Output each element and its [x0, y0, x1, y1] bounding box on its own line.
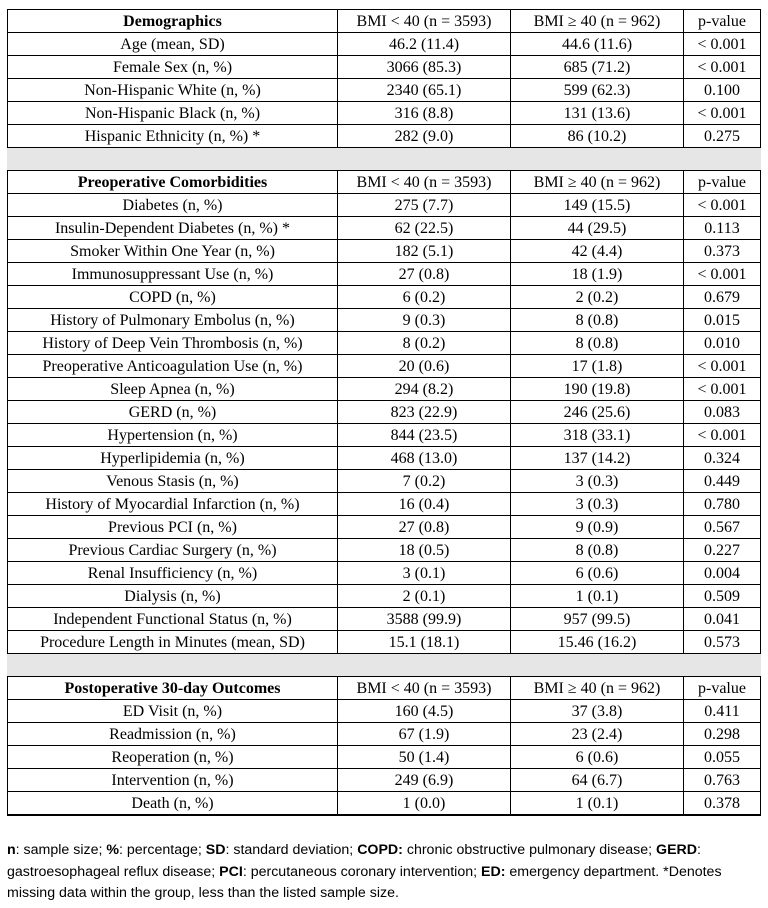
row-label: COPD (n, %)	[8, 286, 338, 309]
table-row	[8, 79, 761, 102]
value-bmi-under-40: 8 (0.2)	[338, 332, 511, 355]
footnote-term: ED:	[481, 863, 506, 880]
footnote-term: PCI	[219, 863, 243, 880]
value-bmi-under-40: 20 (0.6)	[338, 355, 511, 378]
table-row	[8, 240, 761, 263]
value-bmi-40-plus: 2 (0.2)	[511, 286, 684, 309]
row-label: Death (n, %)	[8, 792, 338, 816]
p-value: 0.411	[684, 700, 761, 723]
value-bmi-40-plus: 149 (15.5)	[511, 194, 684, 217]
value-bmi-40-plus: 8 (0.8)	[511, 539, 684, 562]
row-label: Non-Hispanic Black (n, %)	[8, 102, 338, 125]
p-value: 0.449	[684, 470, 761, 493]
data-table	[7, 9, 761, 816]
table-row	[8, 33, 761, 56]
footnote-definition: : sample size;	[15, 842, 107, 858]
p-value: 0.780	[684, 493, 761, 516]
row-label: Venous Stasis (n, %)	[8, 470, 338, 493]
value-bmi-under-40: 160 (4.5)	[338, 700, 511, 723]
p-value: < 0.001	[684, 355, 761, 378]
table-row	[8, 286, 761, 309]
value-bmi-under-40: 9 (0.3)	[338, 309, 511, 332]
footnote-term: n	[7, 842, 16, 858]
table-row	[8, 447, 761, 470]
row-label: Female Sex (n, %)	[8, 56, 338, 79]
value-bmi-40-plus: 37 (3.8)	[511, 700, 684, 723]
section-title: Preoperative Comorbidities	[8, 171, 338, 194]
column-header-p-value: p-value	[684, 677, 761, 700]
value-bmi-40-plus: 64 (6.7)	[511, 769, 684, 792]
value-bmi-under-40: 7 (0.2)	[338, 470, 511, 493]
p-value: 0.004	[684, 562, 761, 585]
row-label: Insulin-Dependent Diabetes (n, %) *	[8, 217, 338, 240]
value-bmi-40-plus: 246 (25.6)	[511, 401, 684, 424]
value-bmi-40-plus: 6 (0.6)	[511, 562, 684, 585]
footnote	[7, 840, 763, 905]
value-bmi-under-40: 275 (7.7)	[338, 194, 511, 217]
separator-cell	[8, 654, 761, 677]
value-bmi-40-plus: 17 (1.8)	[511, 355, 684, 378]
table-row	[8, 56, 761, 79]
table-row	[8, 355, 761, 378]
separator-cell	[8, 148, 761, 171]
table-row	[8, 401, 761, 424]
p-value: 0.015	[684, 309, 761, 332]
p-value: 0.041	[684, 608, 761, 631]
value-bmi-40-plus: 1 (0.1)	[511, 585, 684, 608]
row-label: Previous Cardiac Surgery (n, %)	[8, 539, 338, 562]
value-bmi-under-40: 2340 (65.1)	[338, 79, 511, 102]
value-bmi-under-40: 823 (22.9)	[338, 401, 511, 424]
value-bmi-under-40: 1 (0.0)	[338, 792, 511, 816]
row-label: Smoker Within One Year (n, %)	[8, 240, 338, 263]
table-row	[8, 562, 761, 585]
table-row	[8, 194, 761, 217]
value-bmi-40-plus: 6 (0.6)	[511, 746, 684, 769]
table-row	[8, 631, 761, 654]
row-label: Hypertension (n, %)	[8, 424, 338, 447]
table-row	[8, 723, 761, 746]
p-value: 0.573	[684, 631, 761, 654]
row-label: Procedure Length in Minutes (mean, SD)	[8, 631, 338, 654]
row-label: Sleep Apnea (n, %)	[8, 378, 338, 401]
row-label: Dialysis (n, %)	[8, 585, 338, 608]
value-bmi-40-plus: 15.46 (16.2)	[511, 631, 684, 654]
value-bmi-under-40: 182 (5.1)	[338, 240, 511, 263]
footnote-term: COPD:	[357, 842, 403, 858]
footnote-definition: : percentage;	[118, 842, 206, 858]
section-header-row	[8, 677, 761, 700]
table-row	[8, 608, 761, 631]
value-bmi-40-plus: 957 (99.5)	[511, 608, 684, 631]
value-bmi-40-plus: 318 (33.1)	[511, 424, 684, 447]
row-label: Reoperation (n, %)	[8, 746, 338, 769]
column-header-bmi-40-plus: BMI ≥ 40 (n = 962)	[511, 677, 684, 700]
p-value: 0.113	[684, 217, 761, 240]
value-bmi-under-40: 50 (1.4)	[338, 746, 511, 769]
value-bmi-under-40: 3066 (85.3)	[338, 56, 511, 79]
table-row	[8, 470, 761, 493]
value-bmi-under-40: 16 (0.4)	[338, 493, 511, 516]
p-value: 0.324	[684, 447, 761, 470]
value-bmi-40-plus: 599 (62.3)	[511, 79, 684, 102]
p-value: < 0.001	[684, 378, 761, 401]
row-label: History of Deep Vein Thrombosis (n, %)	[8, 332, 338, 355]
table-row	[8, 125, 761, 148]
value-bmi-under-40: 15.1 (18.1)	[338, 631, 511, 654]
value-bmi-40-plus: 86 (10.2)	[511, 125, 684, 148]
section-title: Demographics	[8, 10, 338, 33]
row-label: Non-Hispanic White (n, %)	[8, 79, 338, 102]
section-separator	[8, 148, 761, 171]
column-header-bmi-under-40: BMI < 40 (n = 3593)	[338, 677, 511, 700]
value-bmi-under-40: 27 (0.8)	[338, 263, 511, 286]
p-value: < 0.001	[684, 194, 761, 217]
value-bmi-40-plus: 42 (4.4)	[511, 240, 684, 263]
table-row	[8, 792, 761, 816]
section-title: Postoperative 30-day Outcomes	[8, 677, 338, 700]
row-label: Intervention (n, %)	[8, 769, 338, 792]
value-bmi-under-40: 468 (13.0)	[338, 447, 511, 470]
p-value: 0.679	[684, 286, 761, 309]
footnote-definition: emergency department. *Denotes missing data within the group, less than the listed sample size.	[7, 863, 722, 901]
footnote-definition: : gastroesophageal reflux disease;	[7, 842, 701, 880]
table-row	[8, 585, 761, 608]
row-label: Diabetes (n, %)	[8, 194, 338, 217]
footnote-term: GERD	[656, 842, 698, 858]
p-value: 0.378	[684, 792, 761, 816]
table-row	[8, 378, 761, 401]
table-row	[8, 516, 761, 539]
table-container	[7, 9, 760, 816]
row-label: Readmission (n, %)	[8, 723, 338, 746]
value-bmi-under-40: 282 (9.0)	[338, 125, 511, 148]
value-bmi-under-40: 62 (22.5)	[338, 217, 511, 240]
row-label: GERD (n, %)	[8, 401, 338, 424]
value-bmi-under-40: 844 (23.5)	[338, 424, 511, 447]
p-value: 0.227	[684, 539, 761, 562]
value-bmi-under-40: 18 (0.5)	[338, 539, 511, 562]
table-row	[8, 700, 761, 723]
p-value: 0.100	[684, 79, 761, 102]
p-value: 0.055	[684, 746, 761, 769]
row-label: Preoperative Anticoagulation Use (n, %)	[8, 355, 338, 378]
value-bmi-under-40: 27 (0.8)	[338, 516, 511, 539]
value-bmi-40-plus: 18 (1.9)	[511, 263, 684, 286]
row-label: Hyperlipidemia (n, %)	[8, 447, 338, 470]
table-row	[8, 424, 761, 447]
value-bmi-40-plus: 190 (19.8)	[511, 378, 684, 401]
table-row	[8, 539, 761, 562]
value-bmi-40-plus: 9 (0.9)	[511, 516, 684, 539]
p-value: 0.275	[684, 125, 761, 148]
p-value: 0.567	[684, 516, 761, 539]
value-bmi-under-40: 3 (0.1)	[338, 562, 511, 585]
column-header-bmi-40-plus: BMI ≥ 40 (n = 962)	[511, 10, 684, 33]
value-bmi-40-plus: 3 (0.3)	[511, 470, 684, 493]
p-value: 0.509	[684, 585, 761, 608]
table-row	[8, 263, 761, 286]
section-header-row	[8, 171, 761, 194]
p-value: 0.763	[684, 769, 761, 792]
column-header-bmi-under-40: BMI < 40 (n = 3593)	[338, 10, 511, 33]
column-header-p-value: p-value	[684, 171, 761, 194]
value-bmi-under-40: 67 (1.9)	[338, 723, 511, 746]
value-bmi-40-plus: 8 (0.8)	[511, 332, 684, 355]
footnote-term: SD	[205, 842, 226, 858]
table-row	[8, 746, 761, 769]
row-label: History of Myocardial Infarction (n, %)	[8, 493, 338, 516]
value-bmi-40-plus: 44 (29.5)	[511, 217, 684, 240]
value-bmi-40-plus: 8 (0.8)	[511, 309, 684, 332]
value-bmi-40-plus: 44.6 (11.6)	[511, 33, 684, 56]
section-header-row	[8, 10, 761, 33]
column-header-p-value: p-value	[684, 10, 761, 33]
p-value: 0.083	[684, 401, 761, 424]
row-label: Age (mean, SD)	[8, 33, 338, 56]
p-value: 0.373	[684, 240, 761, 263]
value-bmi-40-plus: 3 (0.3)	[511, 493, 684, 516]
footnote-definition: chronic obstructive pulmonary disease;	[402, 842, 657, 858]
table-row	[8, 493, 761, 516]
value-bmi-under-40: 6 (0.2)	[338, 286, 511, 309]
value-bmi-under-40: 46.2 (11.4)	[338, 33, 511, 56]
table-row	[8, 769, 761, 792]
row-label: ED Visit (n, %)	[8, 700, 338, 723]
section-separator	[8, 654, 761, 677]
table-row	[8, 332, 761, 355]
row-label: History of Pulmonary Embolus (n, %)	[8, 309, 338, 332]
column-header-bmi-40-plus: BMI ≥ 40 (n = 962)	[511, 171, 684, 194]
row-label: Hispanic Ethnicity (n, %) *	[8, 125, 338, 148]
footnote-term: %	[106, 842, 119, 858]
table-row	[8, 309, 761, 332]
value-bmi-under-40: 2 (0.1)	[338, 585, 511, 608]
value-bmi-40-plus: 1 (0.1)	[511, 792, 684, 816]
p-value: 0.298	[684, 723, 761, 746]
p-value: < 0.001	[684, 56, 761, 79]
value-bmi-under-40: 316 (8.8)	[338, 102, 511, 125]
value-bmi-under-40: 249 (6.9)	[338, 769, 511, 792]
row-label: Previous PCI (n, %)	[8, 516, 338, 539]
value-bmi-under-40: 3588 (99.9)	[338, 608, 511, 631]
table-row	[8, 102, 761, 125]
row-label: Immunosuppressant Use (n, %)	[8, 263, 338, 286]
p-value: < 0.001	[684, 33, 761, 56]
p-value: < 0.001	[684, 424, 761, 447]
value-bmi-40-plus: 137 (14.2)	[511, 447, 684, 470]
value-bmi-40-plus: 685 (71.2)	[511, 56, 684, 79]
p-value: 0.010	[684, 332, 761, 355]
column-header-bmi-under-40: BMI < 40 (n = 3593)	[338, 171, 511, 194]
p-value: < 0.001	[684, 102, 761, 125]
row-label: Independent Functional Status (n, %)	[8, 608, 338, 631]
row-label: Renal Insufficiency (n, %)	[8, 562, 338, 585]
p-value: < 0.001	[684, 263, 761, 286]
value-bmi-40-plus: 131 (13.6)	[511, 102, 684, 125]
footnote-definition: : standard deviation;	[225, 842, 358, 858]
table-row	[8, 217, 761, 240]
value-bmi-40-plus: 23 (2.4)	[511, 723, 684, 746]
footnote-definition: : percutaneous coronary intervention;	[242, 863, 482, 880]
value-bmi-under-40: 294 (8.2)	[338, 378, 511, 401]
